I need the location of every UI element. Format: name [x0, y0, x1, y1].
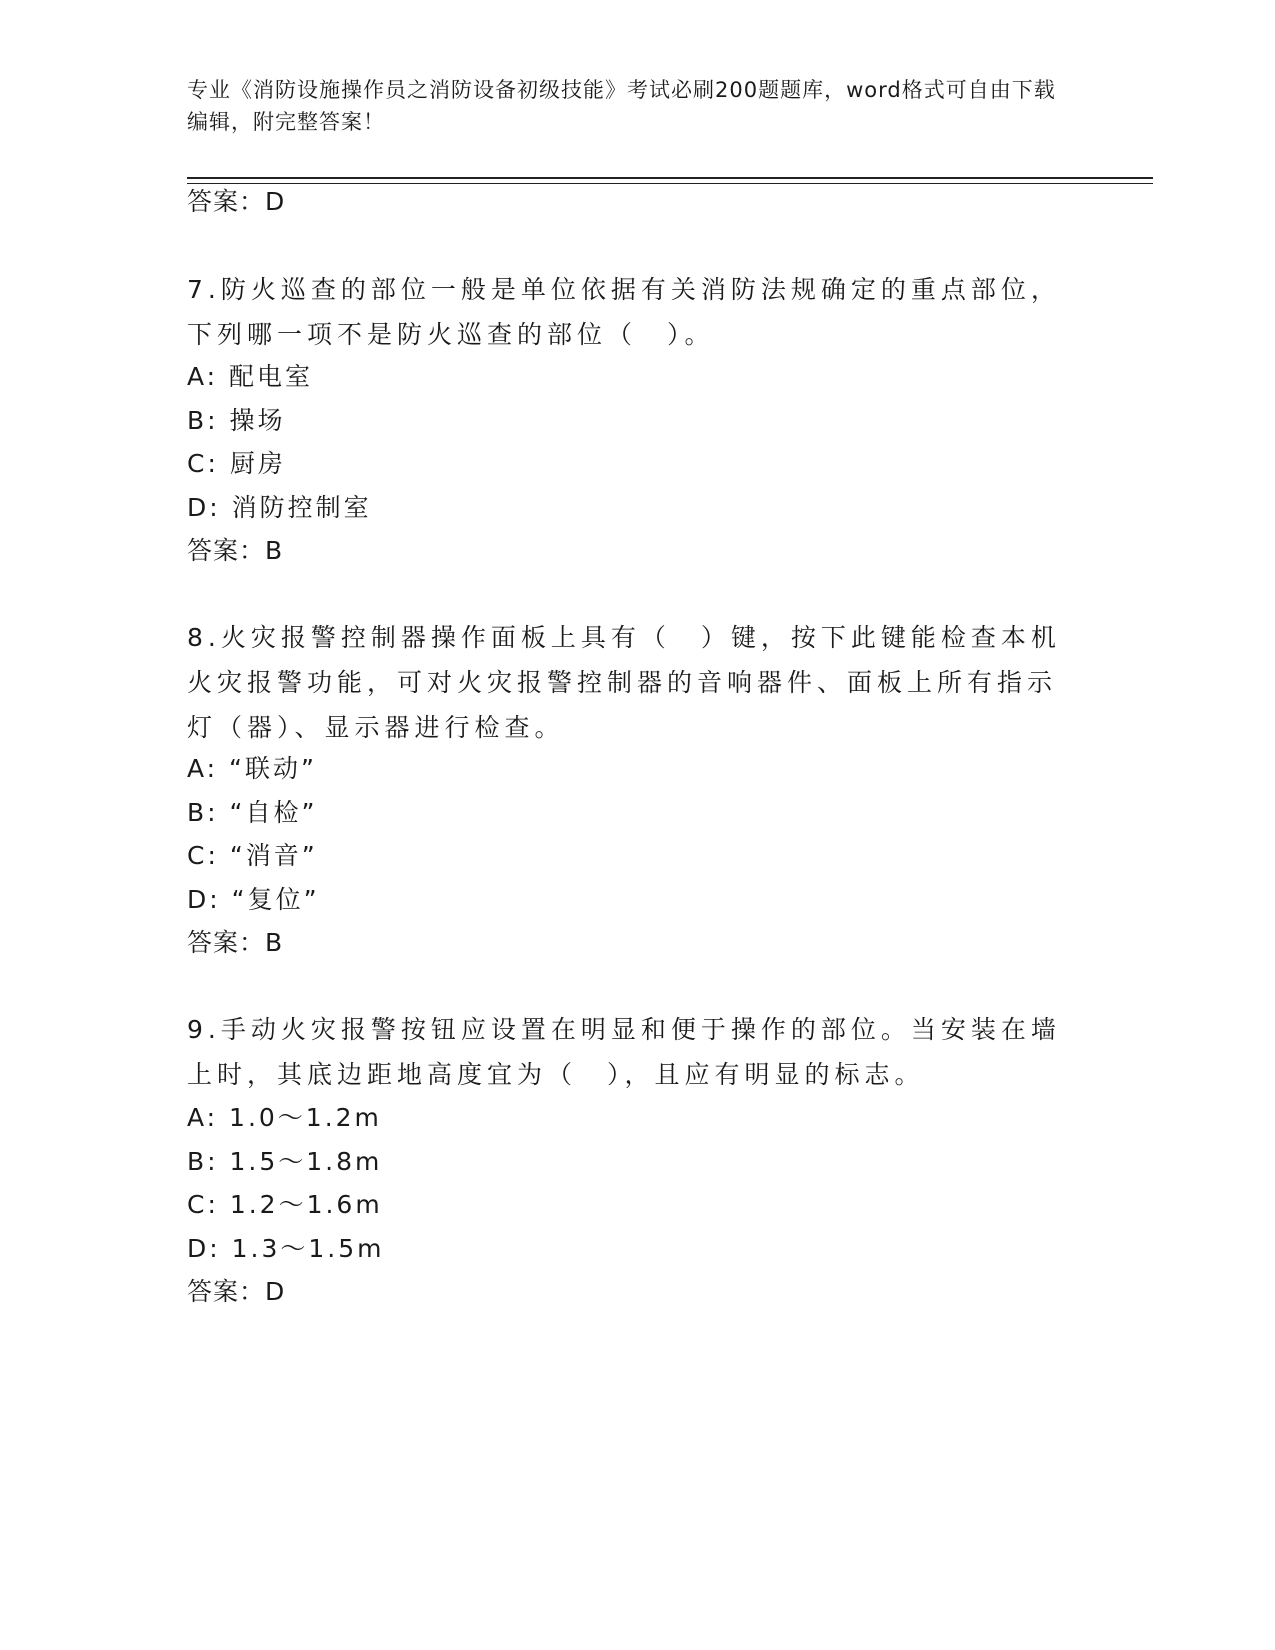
header-divider-thin [187, 183, 1153, 184]
question-8-option-d: D: “复位” [187, 885, 320, 914]
question-9-answer: 答案：D [187, 1277, 286, 1306]
question-7-answer: 答案：B [187, 536, 284, 565]
question-9-option-d: D: 1.3～1.5m [187, 1234, 385, 1263]
question-8-option-c: C: “消音” [187, 841, 318, 870]
question-8: 8.火灾报警控制器操作面板上具有（ ）键，按下此键能检查本机火灾报警功能，可对火灾报警控制器的音响器件、面板上所有指示灯（器）、显示器进行检查。 [187, 623, 1061, 742]
document-header: 专业《消防设施操作员之消防设备初级技能》考试必刷200题题库，word格式可自由下载编辑，附完整答案！ [187, 78, 1056, 134]
question-8-option-b: B: “自检” [187, 798, 318, 827]
question-9-option-a: A: 1.0～1.2m [187, 1103, 382, 1132]
question-9: 9.手动火灾报警按钮应设置在明显和便于操作的部位。当安装在墙上时，其底边距地高度宜为（ ），且应有明显的标志。 [187, 1015, 1061, 1089]
question-7-option-a: A: 配电室 [187, 362, 314, 391]
question-7-option-b: B: 操场 [187, 406, 286, 435]
question-7: 7.防火巡查的部位一般是单位依据有关消防法规确定的重点部位，下列哪一项不是防火巡查的部位（ ）。 [187, 275, 1061, 349]
question-8-option-a: A: “联动” [187, 754, 317, 783]
answer-prev: 答案：D [187, 187, 286, 216]
header-divider-thick [187, 177, 1153, 179]
question-8-answer: 答案：B [187, 928, 284, 957]
question-9-option-c: C: 1.2～1.6m [187, 1190, 383, 1219]
question-9-option-b: B: 1.5～1.8m [187, 1147, 383, 1176]
question-7-option-d: D: 消防控制室 [187, 493, 372, 522]
question-7-option-c: C: 厨房 [187, 449, 286, 478]
